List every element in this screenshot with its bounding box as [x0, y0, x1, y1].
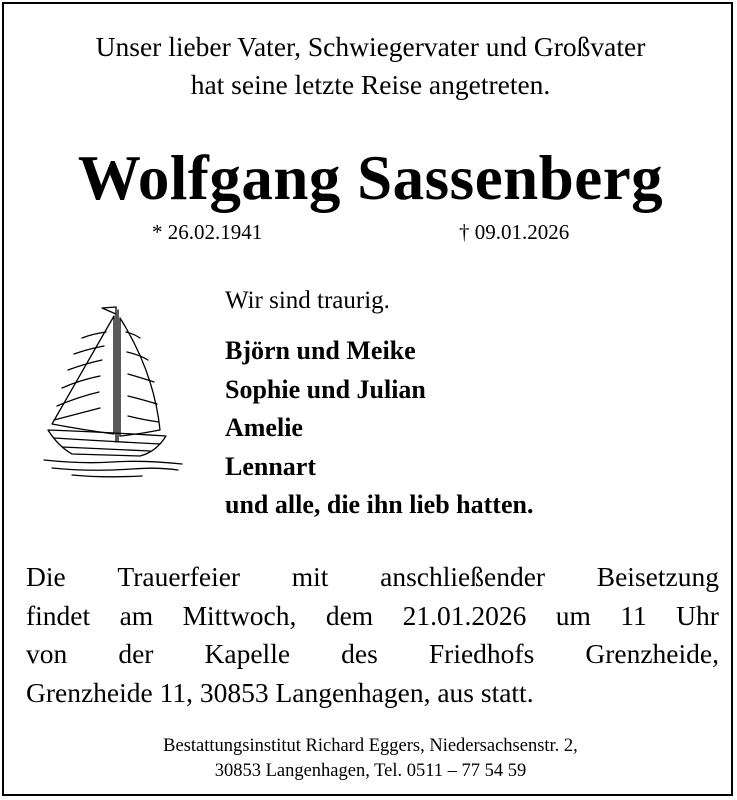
ceremony-line-2	[26, 597, 719, 636]
obituary-notice	[2, 2, 733, 796]
word: mit	[291, 561, 329, 592]
ceremony-text	[26, 558, 719, 712]
word: Die	[26, 561, 66, 592]
birth-date: * 26.02.1941	[152, 220, 263, 244]
word: Mittwoch,	[182, 599, 297, 631]
ceremony-line-3	[26, 635, 719, 674]
word: findet	[26, 599, 91, 631]
family-name: Lennart	[225, 451, 316, 481]
family-name: und alle, die ihn lieb hatten.	[225, 490, 534, 519]
ceremony-line-4: Grenzheide 11, 30853 Langenhagen, aus statt.	[26, 676, 534, 708]
deceased-name: Wolfgang Sassenberg	[77, 143, 664, 213]
family-names	[225, 332, 533, 525]
funeral-home-footer	[4, 734, 737, 784]
footer-line-2: 30853 Langenhagen, Tel. 0511 – 77 54 59	[214, 761, 527, 781]
word: dem	[325, 599, 374, 631]
word: Kapelle	[204, 638, 291, 669]
ceremony-line-1	[26, 558, 719, 597]
family-name: Sophie und Julian	[225, 374, 426, 404]
death-date: † 09.01.2026	[459, 220, 570, 244]
intro-line-1: Unser lieber Vater, Schwiegervater und Großvater	[95, 31, 646, 62]
word: der	[118, 638, 154, 669]
footer-line-1: Bestattungsinstitut Richard Eggers, Niedersachsenstr. 2,	[163, 736, 578, 756]
word: am	[119, 599, 154, 631]
word: des	[341, 638, 378, 669]
word: 21.01.2026	[402, 599, 527, 631]
intro-text	[4, 28, 737, 104]
word: Friedhofs	[428, 638, 535, 669]
word: 11	[620, 599, 647, 631]
word: um	[555, 599, 591, 631]
intro-line-2: hat seine letzte Reise angetreten.	[190, 69, 551, 100]
word: anschließender	[380, 561, 546, 592]
family-name: Amelie	[225, 413, 303, 442]
family-name: Björn und Meike	[225, 336, 416, 365]
word: Trauerfeier	[117, 561, 241, 592]
mourning-statement: Wir sind traurig.	[225, 287, 390, 314]
sailboat-icon	[42, 302, 188, 480]
word: von	[26, 638, 68, 669]
word: Grenzheide,	[585, 638, 719, 669]
word: Uhr	[676, 599, 719, 631]
word: Beisetzung	[596, 561, 719, 592]
